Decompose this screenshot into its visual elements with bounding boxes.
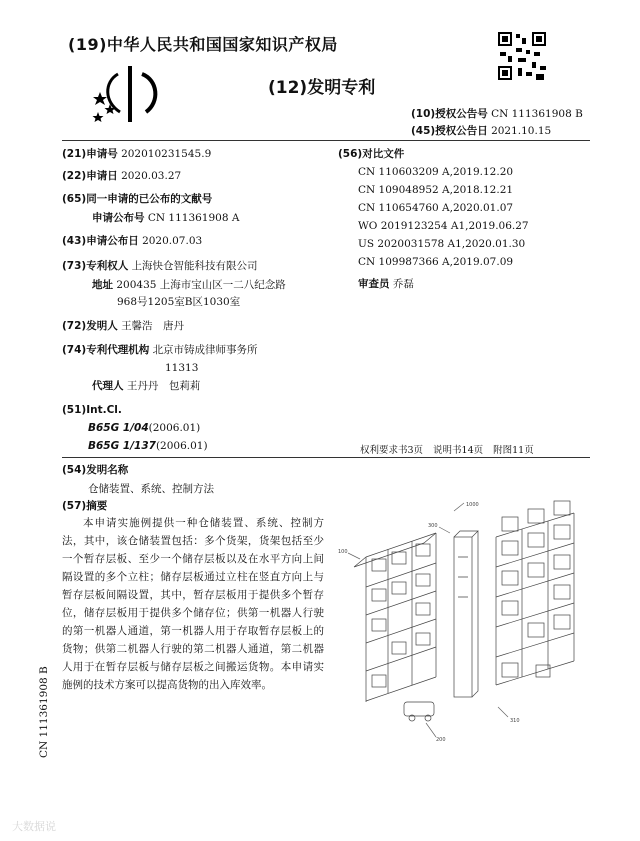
figure-label: 310 <box>510 718 520 724</box>
figure-label: 300 <box>428 523 438 529</box>
document-type: (12)发明专利 <box>268 78 376 98</box>
reference-item: WO 2019123254 A1,2019.06.27 <box>358 220 529 232</box>
inventors: (72)发明人 王馨浩 唐丹 <box>62 320 185 332</box>
application-publication-date: (43)申请公布日 2020.07.03 <box>62 235 203 247</box>
address-line-2: 968号1205室B区1030室 <box>117 296 241 308</box>
ipc-code-1: B65G 1/04(2006.01) <box>88 422 201 434</box>
patentee: (73)专利权人 上海快仓智能科技有限公司 <box>62 260 258 272</box>
figure-label: 200 <box>436 737 446 743</box>
references-heading: (56)对比文件 <box>338 148 405 160</box>
agents: 代理人 王丹丹 包莉莉 <box>92 380 201 392</box>
section-divider <box>62 457 590 458</box>
publication-number: (10)授权公告号 CN 111361908 B <box>411 108 583 120</box>
ipc-code-2: B65G 1/137(2006.01) <box>88 440 208 452</box>
abstract-heading: (57)摘要 <box>62 500 108 512</box>
office-name: (19)中华人民共和国国家知识产权局 <box>68 35 338 54</box>
side-patent-number: CN 111361908 B <box>38 666 50 758</box>
header-divider <box>62 140 590 141</box>
watermark: 大数据说 <box>12 820 56 833</box>
ground-robot <box>404 702 434 721</box>
grant-date: (45)授权公告日 2021.10.15 <box>411 125 552 137</box>
application-publication-number: 申请公布号 CN 111361908 A <box>92 212 240 224</box>
center-robot <box>454 531 478 697</box>
qr-code-icon <box>496 30 548 82</box>
left-shelf-unit <box>354 533 436 702</box>
reference-item: CN 110603209 A,2019.12.20 <box>358 166 514 178</box>
reference-item: CN 109987366 A,2019.07.09 <box>358 256 514 268</box>
address: 地址 200435 上海市宝山区一二八纪念路 <box>92 279 286 291</box>
int-cl-heading: (51)Int.Cl. <box>62 404 122 416</box>
abstract-text: 本申请实施例提供一种仓储装置、系统、控制方法，其中，该仓储装置包括：多个货架，货架包括至少一个暂存层板、至少一个储存层板以及在水平方向上间隔设置的多个立柱；储存层板通过立柱在竖直方向上与暂存层板间隔设置，其中，暂存层板用于提供多个暂存位，储存层板用于提供多个储存位；供第一机器人行驶的第一机器人通道，第一机器人用于存取暂存层板上的货物；供第二机器人行驶的第二机器人通道，第二机器人用于在暂存层板与储存层板之间搬运货物。本申请实施例的技术方案可以提高货物的出入库效率。 <box>62 517 324 691</box>
warehouse-figure <box>336 497 598 747</box>
agency-code: 11313 <box>165 362 199 374</box>
reference-item: US 2020031578 A1,2020.01.30 <box>358 238 526 250</box>
figure-label: 1000 <box>466 502 479 508</box>
invention-title: 仓储装置、系统、控制方法 <box>88 483 214 495</box>
figure-label: 100 <box>338 549 348 555</box>
right-shelf-unit <box>496 501 574 685</box>
examiner: 审查员 乔磊 <box>358 278 414 290</box>
cnipa-logo <box>90 62 168 126</box>
application-date: (22)申请日 2020.03.27 <box>62 170 182 182</box>
application-number: (21)申请号 202010231545.9 <box>62 148 212 160</box>
title-heading: (54)发明名称 <box>62 464 129 476</box>
prior-publication-heading: (65)同一申请的已公布的文献号 <box>62 193 213 205</box>
reference-item: CN 109048952 A,2018.12.21 <box>358 184 514 196</box>
page-counts: 权利要求书3页 说明书14页 附图11页 <box>360 445 534 456</box>
patent-agency: (74)专利代理机构 北京市铸成律师事务所 <box>62 344 258 356</box>
reference-item: CN 110654760 A,2020.01.07 <box>358 202 514 214</box>
